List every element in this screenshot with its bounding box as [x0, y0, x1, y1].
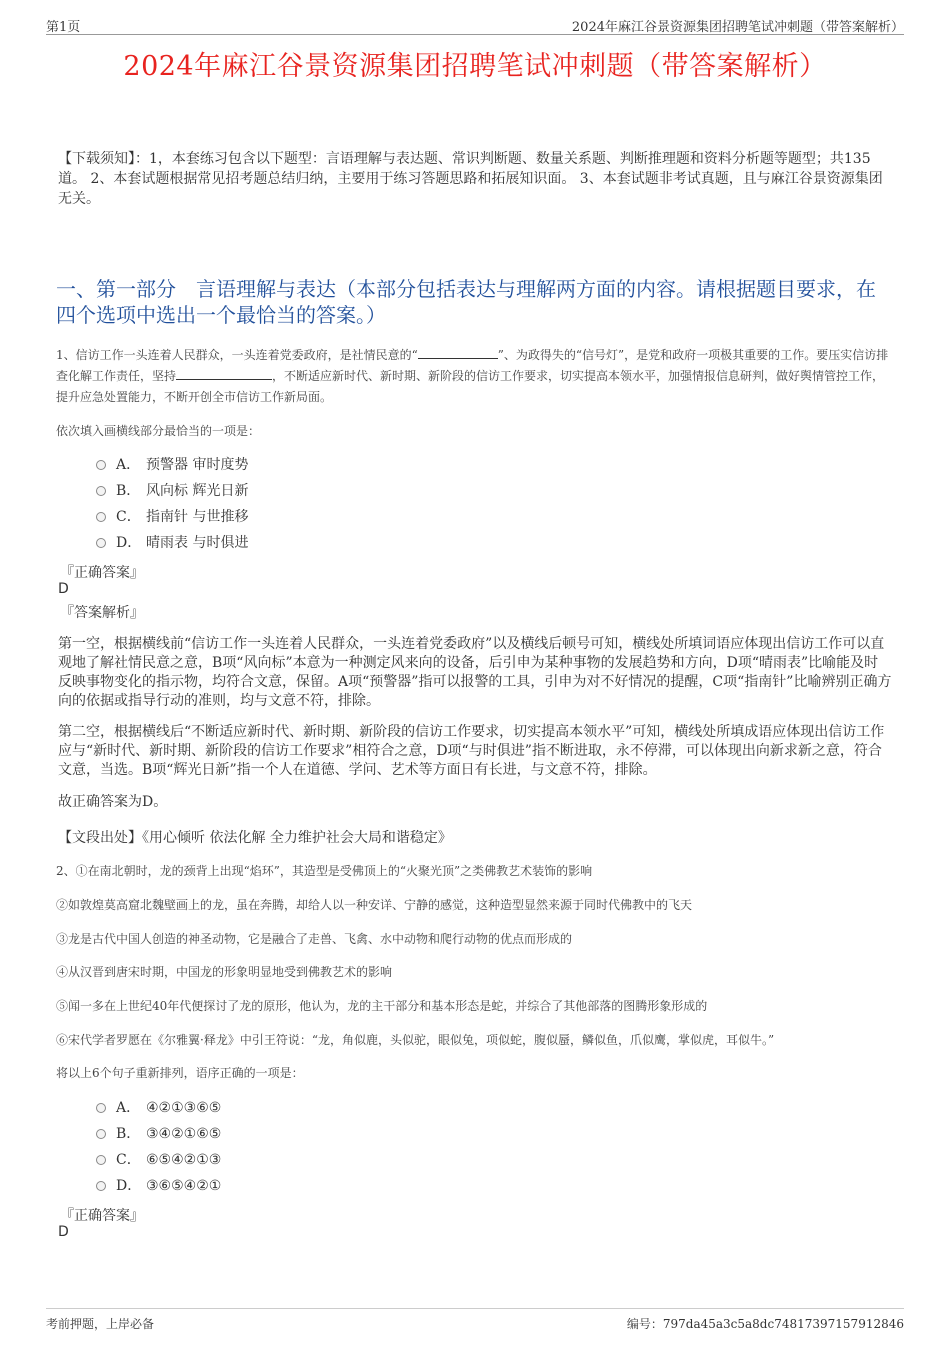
page-number: 第1页	[46, 20, 81, 35]
analysis-conclusion: 故正确答案为D。	[58, 794, 168, 810]
answer-label: 『正确答案』	[60, 1208, 144, 1224]
question-1-stem	[56, 345, 894, 408]
question-1-text-c: ，不断适应新时代、新时期、新阶段的信访工作要求，切实提高本领水平，加强情报信息研判，做好舆情管控工作，提升应急处置能力，不断开创全市信访工作新局面。	[56, 369, 885, 404]
passage-source: 【文段出处】《用心倾听 依法化解 全力维护社会大局和谐稳定》	[58, 830, 452, 846]
radio-icon[interactable]	[96, 1155, 106, 1165]
option-d[interactable]: D． 晴雨表 与时俱进	[96, 530, 248, 556]
sentence-3: ③龙是古代中国人创造的神圣动物，它是融合了走兽、飞禽、水中动物和爬行动物的优点而形成的	[56, 932, 573, 946]
analysis-label: 『答案解析』	[60, 605, 144, 621]
analysis-paragraph-1: 第一空，根据横线前“信访工作一头连着人民群众，一头连着党委政府”以及横线后顿号可知，横线处所填词语应体现出信访工作可以直观地了解社情民意之意，B项“风向标”本意为一种测定风来向的设备，后引申为某种事物的发展趋势和方向，D项“晴雨表”比喻能及时反映事物变化的指示物，均符合文意，保留。A项“预警器”指可以报警的工具，引申为对不好情况的提醒，C项“指南针”比喻辨别正确方向的依据或指导行动的准则，均与文意不符，排除。	[58, 636, 892, 709]
radio-icon[interactable]	[96, 1129, 106, 1139]
radio-icon[interactable]	[96, 1181, 106, 1191]
option-a[interactable]: A． ④②①③⑥⑤	[96, 1095, 221, 1121]
sentence-4: ④从汉晋到唐宋时期，中国龙的形象明显地受到佛教艺术的影响	[56, 965, 393, 979]
fill-blank-2	[176, 367, 272, 380]
question-1-prompt: 依次填入画横线部分最恰当的一项是：	[56, 424, 261, 438]
answer-value: D	[58, 1224, 69, 1240]
answer-label: 『正确答案』	[60, 565, 144, 581]
sentence-1: 2、①在南北朝时，龙的颈背上出现“焰环”，其造型是受佛顶上的“火聚光顶”之类佛教艺术装饰的影响	[56, 864, 593, 878]
document-id: 编号：797da45a3c5a8dc74817397157912846	[626, 1317, 904, 1331]
option-c[interactable]: C． 指南针 与世推移	[96, 504, 248, 530]
option-b[interactable]: B． ③④②①⑥⑤	[96, 1121, 221, 1147]
sentence-6: ⑥宋代学者罗愿在《尔雅翼·释龙》中引王符说：“龙，角似鹿，头似驼，眼似兔，项似蛇，腹似蜃，鳞似鱼，爪似鹰，掌似虎，耳似牛。”	[56, 1033, 775, 1047]
page-footer	[46, 1308, 904, 1333]
option-d[interactable]: D． ③⑥⑤④②①	[96, 1173, 221, 1199]
page-header	[46, 14, 904, 35]
download-notice: 【下载须知】：1，本套练习包含以下题型：言语理解与表达题、常识判断题、数量关系题、判断推理题和资料分析题等题型；共135道。 2、本套试题根据常见招考题总结归纳，主要用于练习答题思路和拓展知识面。 3、本套试题非考试真题，且与麻江谷景资源集团无关。	[58, 151, 883, 207]
radio-icon[interactable]	[96, 538, 106, 548]
question-1-text-b: ”、为政得失的“信号灯”，是党和政府一项极其重要的工作。要压实信访排查化解工作责任，坚持	[56, 348, 889, 383]
section-heading: 一、第一部分 言语理解与表达（本部分包括表达与理解两方面的内容。请根据题目要求，在四个选项中选出一个最恰当的答案。）	[56, 277, 876, 327]
fill-blank-1	[418, 346, 498, 359]
radio-icon[interactable]	[96, 1103, 106, 1113]
footer-slogan: 考前押题，上岸必备	[46, 1317, 155, 1331]
analysis-paragraph-2: 第二空，根据横线后“不断适应新时代、新时期、新阶段的信访工作要求，切实提高本领水平”可知，横线处所填成语应体现出信访工作应与“新时代、新时期、新阶段的信访工作要求”相符合之意，D项“与时俱进”指不断进取，永不停滞，可以体现出向新求新之意，符合文意，当选。B项“辉光日新”指一个人在道德、学问、艺术等方面日有长进，与文意不符，排除。	[58, 724, 885, 778]
radio-icon[interactable]	[96, 486, 106, 496]
question-1-options	[96, 452, 248, 556]
document-title: 2024年麻江谷景资源集团招聘笔试冲刺题（带答案解析）	[123, 51, 827, 82]
sentence-5: ⑤闻一多在上世纪40年代便探讨了龙的原形，他认为，龙的主干部分和基本形态是蛇，并综合了其他部落的图腾形象形成的	[56, 999, 708, 1013]
question-1-text-a: 1、信访工作一头连着人民群众，一头连着党委政府，是社情民意的“	[56, 348, 418, 362]
header-doc-name: 2024年麻江谷景资源集团招聘笔试冲刺题（带答案解析）	[571, 20, 904, 35]
option-a[interactable]: A． 预警器 审时度势	[96, 452, 248, 478]
option-b[interactable]: B． 风向标 辉光日新	[96, 478, 248, 504]
option-c[interactable]: C． ⑥⑤④②①③	[96, 1147, 221, 1173]
answer-value: D	[58, 581, 69, 597]
sentence-2: ②如敦煌莫高窟北魏壁画上的龙，虽在奔腾，却给人以一种安详、宁静的感觉，这种造型显然来源于同时代佛教中的飞天	[56, 898, 693, 912]
question-2-options	[96, 1095, 221, 1199]
radio-icon[interactable]	[96, 460, 106, 470]
question-2-prompt: 将以上6个句子重新排列，语序正确的一项是：	[56, 1066, 304, 1080]
radio-icon[interactable]	[96, 512, 106, 522]
